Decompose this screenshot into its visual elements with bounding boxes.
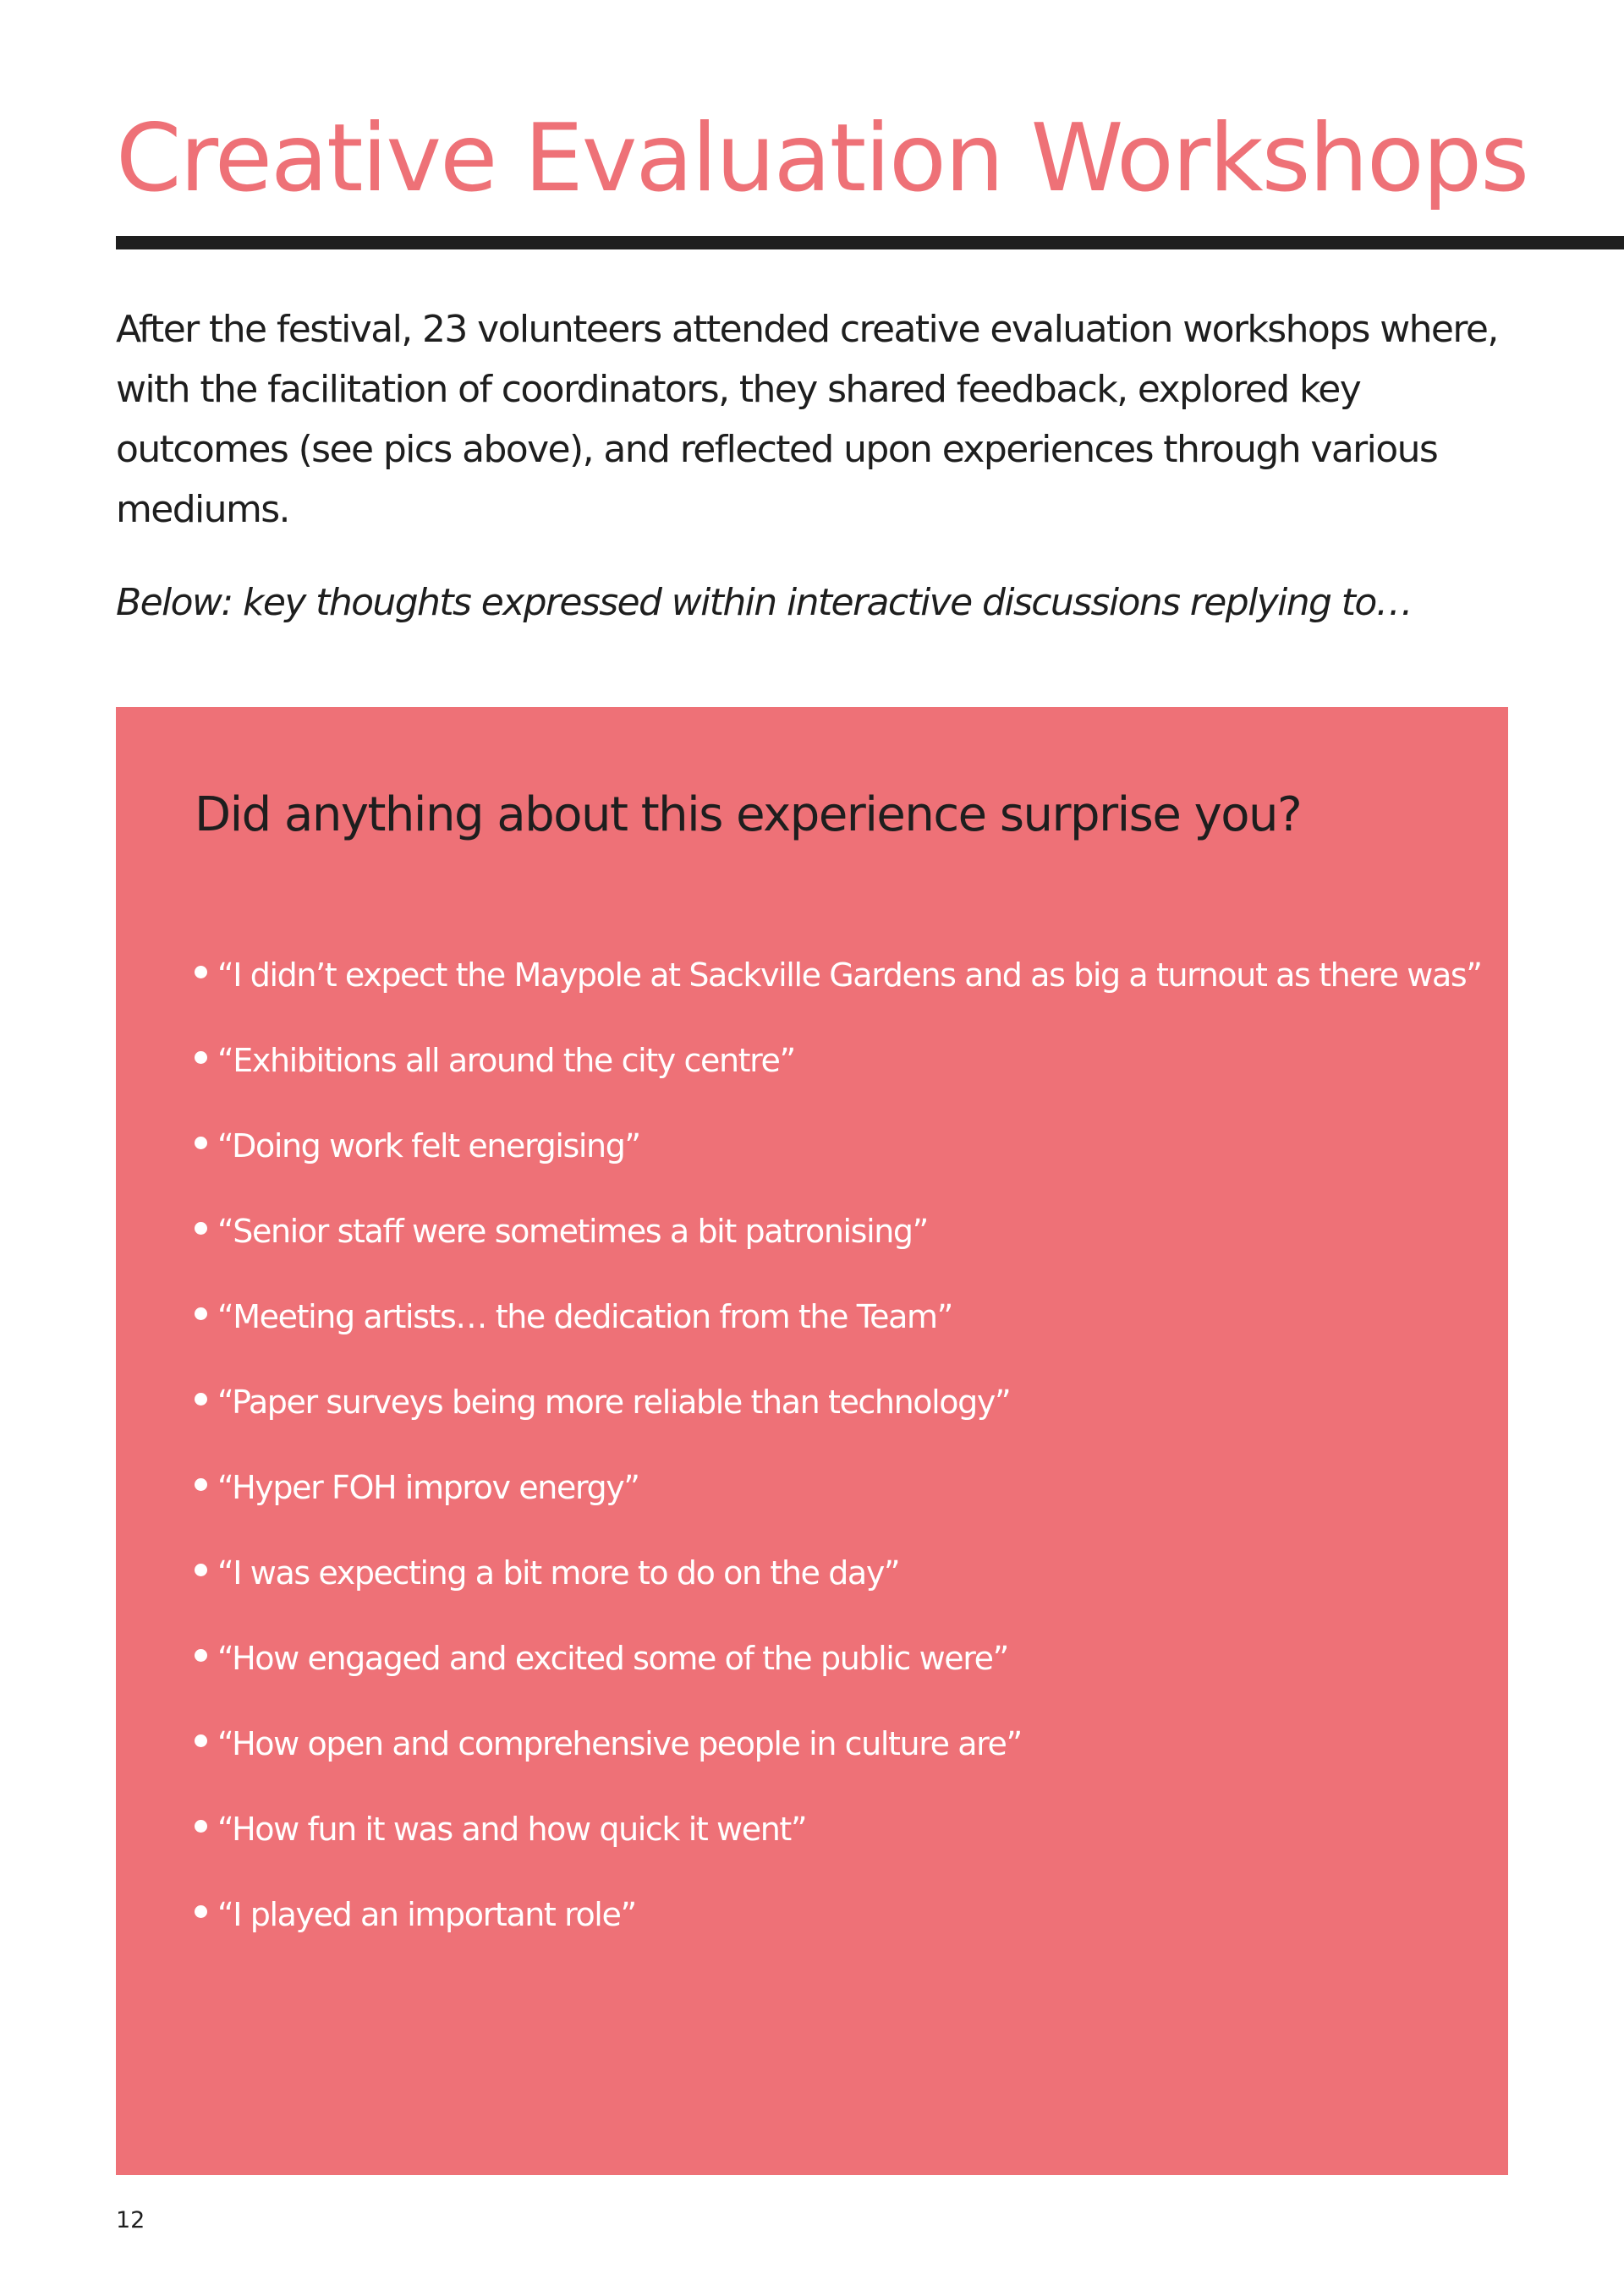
bullet-icon xyxy=(195,1307,207,1320)
quote-text: “I didn’t expect the Maypole at Sackville Gardens and as big a turnout as there was” xyxy=(217,956,1482,994)
quote-text: “Paper surveys being more reliable than technology” xyxy=(217,1384,1011,1421)
bullet-icon xyxy=(195,1137,207,1149)
below-note: Below: key thoughts expressed within interactive discussions replying to… xyxy=(116,581,1413,624)
quote-text: “Exhibitions all around the city centre” xyxy=(217,1042,795,1079)
page-number: 12 xyxy=(116,2207,145,2233)
quote-list xyxy=(195,949,1482,1974)
quote-item xyxy=(195,1461,1482,1547)
quote-text: “How fun it was and how quick it went” xyxy=(217,1811,807,1848)
quote-text: “I played an important role” xyxy=(217,1896,636,1933)
quote-text: “Meeting artists… the dedication from the Team” xyxy=(217,1298,952,1335)
bullet-icon xyxy=(195,1734,207,1747)
bullet-icon xyxy=(195,1393,207,1406)
bullet-icon xyxy=(195,1564,207,1576)
quote-item xyxy=(195,1376,1482,1461)
quote-text: “Senior staff were sometimes a bit patronising” xyxy=(217,1213,928,1250)
quote-item xyxy=(195,1290,1482,1376)
bullet-icon xyxy=(195,966,207,978)
quote-item xyxy=(195,1632,1482,1718)
quote-item xyxy=(195,1718,1482,1803)
panel-question: Did anything about this experience surprise you? xyxy=(195,787,1302,842)
quote-item xyxy=(195,1803,1482,1888)
page-title: Creative Evaluation Workshops xyxy=(116,104,1528,213)
quote-item xyxy=(195,1888,1482,1974)
quote-item xyxy=(195,1547,1482,1632)
quote-text: “Hyper FOH improv energy” xyxy=(217,1469,639,1506)
quote-text: “How engaged and excited some of the public were” xyxy=(217,1640,1008,1677)
bullet-icon xyxy=(195,1222,207,1235)
bullet-icon xyxy=(195,1820,207,1833)
quote-item xyxy=(195,1120,1482,1205)
bullet-icon xyxy=(195,1905,207,1918)
intro-paragraph: After the festival, 23 volunteers attended creative evaluation workshops where, with the facilitation of coordinators, they shared feedback, explored key outcomes (see pics above), and reflected upon experiences through various mediums. xyxy=(116,308,1498,531)
bullet-icon xyxy=(195,1649,207,1662)
quote-text: “Doing work felt energising” xyxy=(217,1127,640,1164)
quote-text: “I was expecting a bit more to do on the day” xyxy=(217,1554,900,1592)
quote-item xyxy=(195,949,1482,1034)
quote-item xyxy=(195,1205,1482,1290)
surprise-panel xyxy=(116,707,1508,2175)
title-divider xyxy=(116,236,1624,249)
bullet-icon xyxy=(195,1478,207,1491)
bullet-icon xyxy=(195,1051,207,1064)
quote-text: “How open and comprehensive people in culture are” xyxy=(217,1725,1022,1762)
quote-item xyxy=(195,1034,1482,1120)
